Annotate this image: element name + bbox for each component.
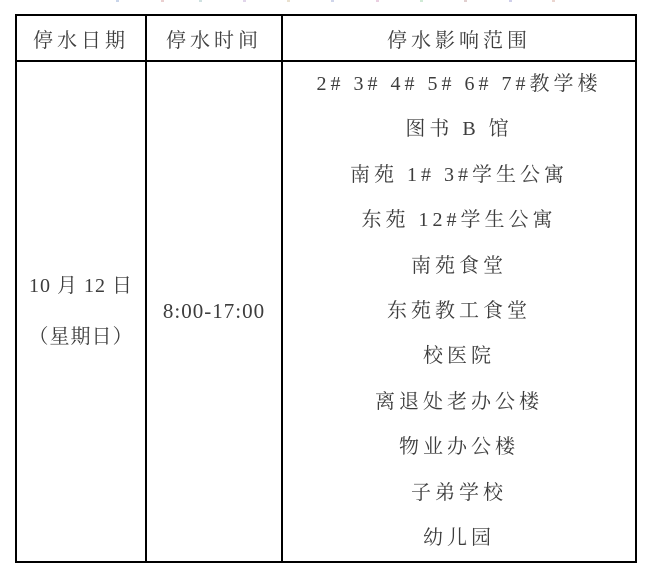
shutdown-date-text: 10 月 12 日 — [29, 274, 133, 297]
affected-area-item: 幼儿园 — [423, 527, 495, 550]
affected-area-item: 校医院 — [423, 345, 495, 368]
affected-area-item: 南苑食堂 — [411, 254, 507, 277]
header-shutdown-time: 停水时间 — [146, 15, 282, 61]
header-affected-scope: 停水影响范围 — [282, 15, 636, 61]
shutdown-date-cell — [16, 61, 146, 562]
shutdown-weekday-text: （星期日） — [28, 325, 134, 348]
affected-area-item: 物业办公楼 — [399, 436, 519, 459]
table-header-row — [16, 15, 636, 61]
affected-area-item: 图书 B 馆 — [405, 118, 513, 141]
affected-area-item: 2# 3# 4# 5# 6# 7#教学楼 — [316, 73, 602, 95]
shutdown-time-text: 8:00-17:00 — [162, 299, 266, 324]
affected-scope-cell — [282, 61, 636, 562]
affected-area-item: 东苑 12#学生公寓 — [361, 209, 557, 232]
affected-area-item: 子弟学校 — [411, 481, 507, 504]
affected-area-item: 南苑 1# 3#学生公寓 — [350, 163, 568, 186]
water-shutdown-notice-table — [15, 14, 637, 563]
cropped-text-artifact — [0, 0, 653, 3]
affected-area-item: 离退处老办公楼 — [375, 390, 543, 413]
affected-area-item: 东苑教工食堂 — [387, 300, 531, 323]
table-data-row — [16, 61, 636, 562]
header-shutdown-date: 停水日期 — [16, 15, 146, 61]
shutdown-time-cell — [146, 61, 282, 562]
